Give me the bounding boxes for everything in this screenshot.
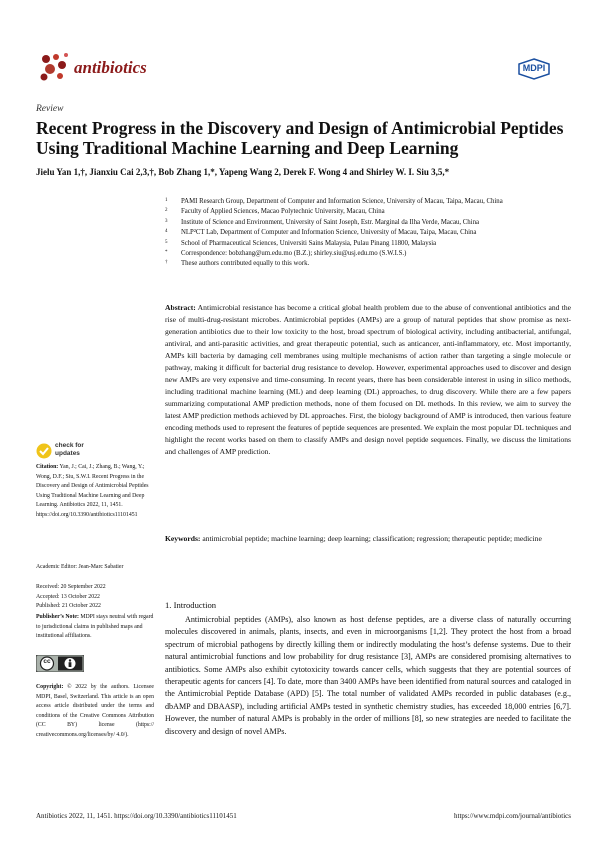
footer-citation[interactable]: Antibiotics 2022, 11, 1451. https://doi.org/10.3390/antibiotics11101451 [36,812,237,820]
affiliation-mark: * [165,250,168,256]
keywords [165,533,571,545]
abstract-text: Antimicrobial resistance has become a critical global health problem due to the abuse of conventional antibiotics and the rise of multi-drug-resistant microbes. Antimicrobial peptides (AMPs) are a group of natural peptides that show promise as next-generation antibiotics due to their low toxicity to the host, broad spectrum of biological activity, including antibacterial, antifungal, antiviral, and anti-parasitic activities, and great therapeutic potential, such as anticancer, anti-inflammatory, etc. Most importantly, AMPs kill bacteria by damaging cell membranes using multiple mechanisms of action rather than targeting a single molecule or pathway, making it difficult for bacterial drug resistance to develop. However, experimental approaches used to discover and design new AMPs are very expensive and time-consuming. In recent years, there has been considerable interest in using in silico methods, including traditional machine learning (ML) and deep learning (DL) approaches, to drug discovery. While there are a few papers summarizing computational AMP prediction methods, none of them focused on DL methods. In this review, we aim to survey the latest AMP prediction methods achieved by DL approaches. First, the biology background of AMP is introduced, then various feature encoding methods used to represent the features of peptide sequences are presented. We explain the most popular DL techniques and highlight the recent works based on them to classify AMPs and design novel peptide sequences. Finally, we discuss the limitations and challenges of AMP prediction. [165,303,571,456]
page-footer [36,812,571,820]
affiliation-mark: 2 [165,208,168,214]
article-type: Review [36,104,64,114]
author-list: Jielu Yan 1,†, Jianxiu Cai 2,3,†, Bob Zhang 1,*, Yapeng Wang 2, Derek F. Wong 4 and Shirley W. I. Siu 3,5,* [36,167,450,177]
affiliation-text: Faculty of Applied Sciences, Macao Polytechnic University, Macau, China [181,208,385,216]
citation-label: Citation: [36,464,59,470]
publisher-note-text: MDPI stays neutral with regard to jurisdictional claims in published maps and institutional affiliations. [36,614,154,640]
mdpi-logo-text: MDPI [522,63,546,73]
affiliations [165,197,570,270]
received-date: Received: 20 September 2022 [36,584,106,590]
copyright-text: © 2022 by the authors. Licensee MDPI, Basel, Switzerland. This article is an open access article distributed under the terms and conditions of the Creative Commons Attribution (CC BY) license (https:// creativecommons.org/licenses/by/ 4.0/). [36,684,154,738]
copyright-label: Copyright: [36,684,64,690]
publisher-note-label: Publisher’s Note: [36,614,79,620]
affiliation-text: School of Pharmaceutical Sciences, Universiti Sains Malaysia, Pulau Pinang 11800, Malaysia [181,239,437,247]
introduction-paragraph [165,614,571,738]
keywords-label: Keywords: [165,534,201,543]
affiliation-mark: 1 [165,198,168,203]
affiliation-text: Institute of Science and Environment, University of Saint Joseph, Estr. Marginal da Ilha Verde, Macau, China [181,218,479,226]
article-title: Recent Progress in the Discovery and Design of Antimicrobial Peptides Using Traditional Machine Learning and Deep Learning [36,118,564,158]
check-for-updates-line2: updates [55,449,80,457]
footer-journal-url[interactable]: https://www.mdpi.com/journal/antibiotics [454,812,571,820]
affiliation-item [165,207,570,217]
equal-contribution-note [165,259,570,269]
published-date: Published: 21 October 2022 [36,603,101,610]
affiliation-mark: † [165,260,168,266]
citation-text: Yan, J.; Cai, J.; Zhang, B.; Wang, Y.; Wong, D.F.; Siu, S.W.I. Recent Progress in the Discovery and Design of Antimicrobial Peptides Using Traditional Machine Learning and Deep Learning. Antibiotics 2022, 11, 1451. https://doi.org/10.3390/antibiotics11101451 [36,464,149,518]
affiliation-mark: 4 [165,229,168,235]
publisher-note [36,613,154,642]
cc-by-badge[interactable] [36,655,84,672]
check-for-updates-button[interactable] [36,441,116,461]
affiliation-text: PAMI Research Group, Department of Computer and Information Science, University of Macau, Taipa, Macau, China [181,198,503,205]
citation [36,463,154,521]
affiliation-mark: 3 [165,218,168,224]
affiliation-item [165,218,570,228]
abstract-label: Abstract: [165,303,196,312]
introduction-text: Antimicrobial peptides (AMPs), also known as host defense peptides, are a diverse class of naturally occurring molecules discovered in animals, plants, insects, and even in microorganisms [1,2]. They protect the host from a broad spectrum of microbial pathogens by directly killing them or indirectly modulating the host’s defense systems. Due to their natural antimicrobial functions and low probability for drug resistance [3], AMPs are considered promising alternatives to antibiotics. Some AMPs also exhibit cytotoxicity towards cancer cells, which suggests that they are potential sources of therapeutic agents for cancers [4]. To date, more than 3400 AMPs have been identified from natural sources and cataloged in the Antimicrobial Peptide Database (APD) [5]. The total number of validated AMPs recorded in public databases (e.g., dbAMP and DBAASP), including artificial AMPs tested in synthetic chemistry studies, has exceeded 18,000 entries [6,7]. However, the number of natural AMPs is probably in the order of millions [8], so new strategies are needed to facilitate the discovery and design of novel AMPs. [165,615,571,736]
affiliation-text: NLP²CT Lab, Department of Computer and Information Science, University of Macau, Taipa, Macau, China [181,229,477,237]
academic-editor: Academic Editor: Jean-Marc Sabatier [36,564,124,570]
affiliation-item [165,239,570,249]
affiliation-mark: 5 [165,239,168,245]
section-heading: 1. Introduction [165,600,217,610]
abstract [165,302,571,458]
correspondence[interactable] [165,249,570,259]
check-for-updates-icon [36,443,52,459]
copyright [36,683,154,741]
affiliation-item [165,197,570,207]
mdpi-logo [517,58,551,80]
accepted-date: Accepted: 13 October 2022 [36,593,100,600]
affiliation-text: Correspondence: bobzhang@um.edu.mo (B.Z.); shirley.siu@usj.edu.mo (S.W.I.S.) [181,250,407,258]
check-for-updates-line1: check for [55,442,84,449]
keywords-text: antimicrobial peptide; machine learning; deep learning; classification; regression; therapeutic peptide; medicine [202,534,542,543]
journal-logo-icon [36,49,72,85]
cc-badge-label: cc [43,658,51,665]
affiliation-item [165,228,570,238]
affiliation-text: These authors contributed equally to this work. [181,260,310,268]
journal-name: antibiotics [74,58,147,77]
history-dates [36,583,154,612]
